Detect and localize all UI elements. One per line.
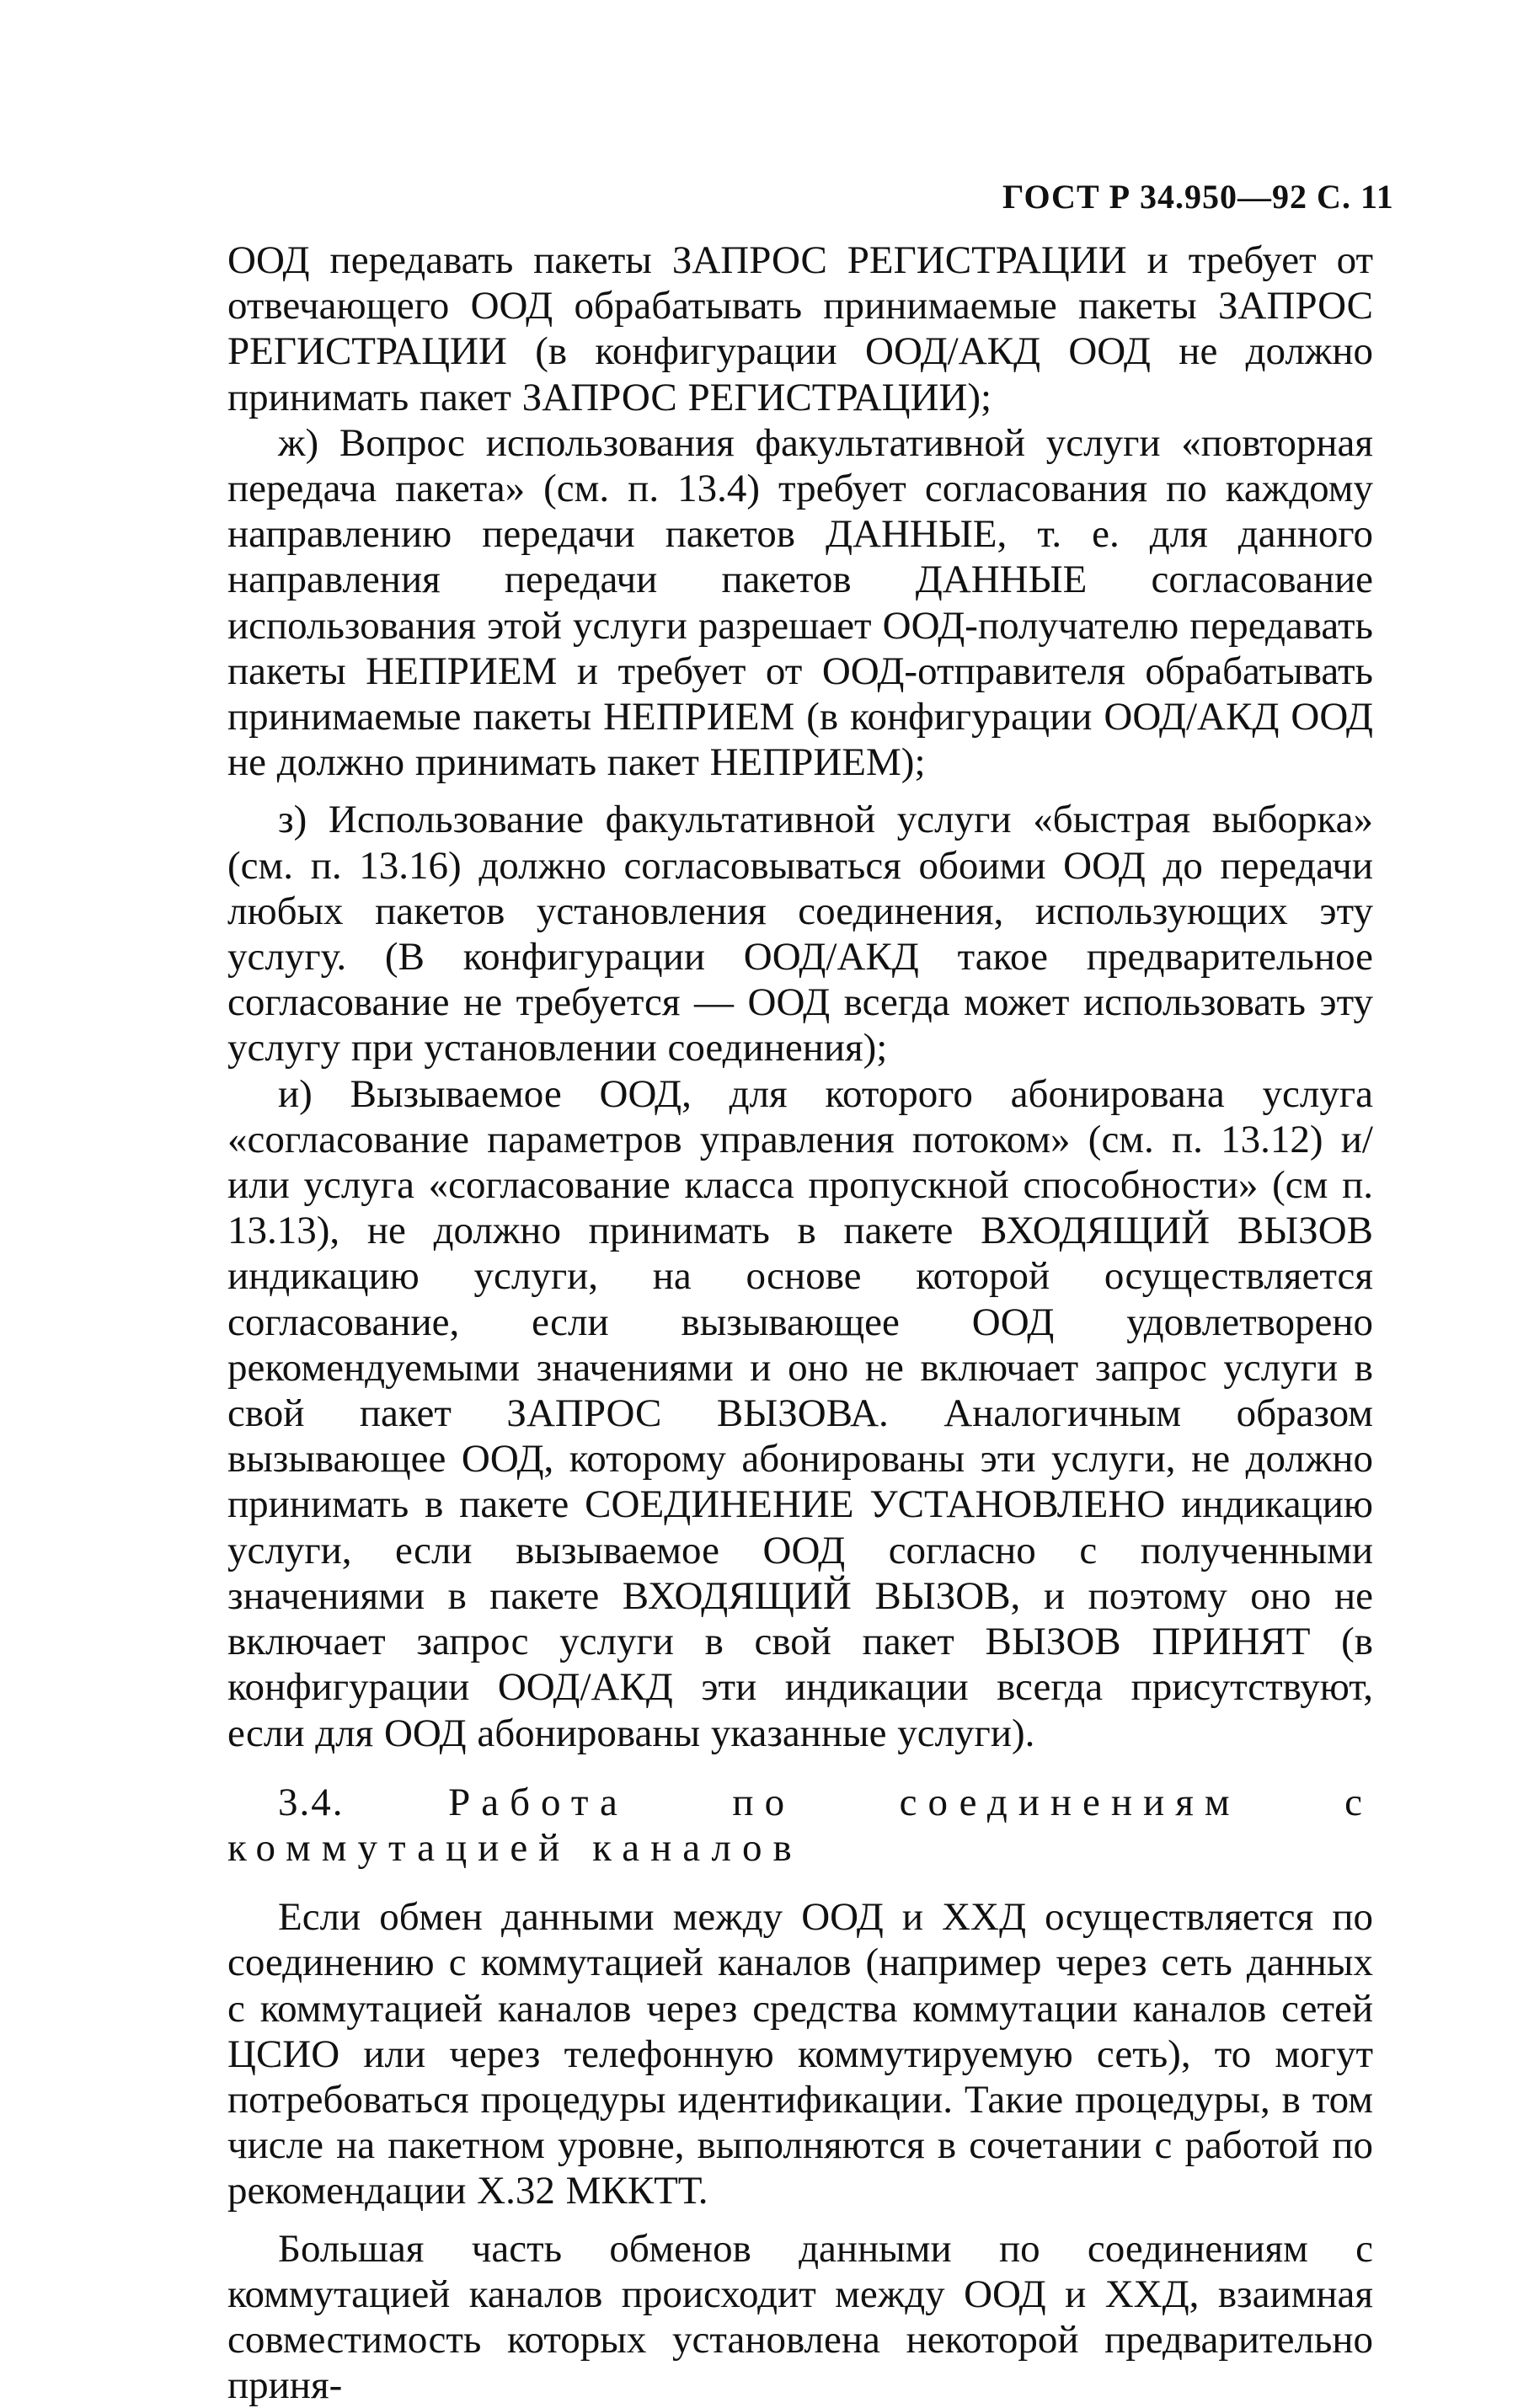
paragraph-item-z: з) Использование факультативной услуги «быстрая выборка» (см. п. 13.16) должно согласовываться обоими ООД до передачи любых пакетов установления соединения, использующих эту услугу. (В конфигурации ООД/АКД такое предварительное согласование не требуется — ООД всегда может использовать эту услугу при установлении соединения); — [227, 798, 1373, 1071]
section-heading — [227, 1780, 1373, 1871]
body-text — [227, 238, 1373, 2408]
paragraph-item-zh: ж) Вопрос использования факультативной услуги «повторная передача пакета» (см. п. 13.4) требует согласования по каждому направлению передачи пакетов ДАННЫЕ, т. е. для данного направления передачи пакетов ДАННЫЕ согласование использования этой услуги разрешает ООД-получателю передавать пакеты НЕПРИЕМ и требует от ООД-отправителя обрабатывать принимаемые пакеты НЕПРИЕМ (в конфигурации ООД/АКД ООД не должно принимать пакет НЕПРИЕМ); — [227, 420, 1373, 785]
section-number: 3.4. — [278, 1780, 345, 1824]
section-title: Работа по соединениям с коммутацией каналов — [227, 1780, 1374, 1870]
paragraph-continuation: ООД передавать пакеты ЗАПРОС РЕГИСТРАЦИИ и требует от отвечающего ООД обрабатывать принимаемые пакеты ЗАПРОС РЕГИСТРАЦИИ (в конфигурации ООД/АКД ООД не должно принимать пакет ЗАПРОС РЕГИСТРАЦИИ); — [227, 238, 1373, 419]
paragraph-item-i: и) Вызываемое ООД, для которого абонирована услуга «согласование параметров управления потоком» (см. п. 13.12) и/или услуга «согласование класса пропускной способности» (см п. 13.13), не должно принимать в пакете ВХОДЯЩИЙ ВЫЗОВ индикацию услуги, на основе которой осуществляется согласование, если вызывающее ООД удовлетворено рекомендуемыми значениями и оно не включает запрос услуги в свой пакет ЗАПРОС ВЫЗОВА. Аналогичным образом вызывающее ООД, которому абонированы эти услуги, не должно принимать в пакете СОЕДИНЕНИЕ УСТАНОВЛЕНО индикацию услуги, если вызываемое ООД согласно с полученными значениями в пакете ВХОДЯЩИЙ ВЫЗОВ, и поэтому оно не включает запрос услуги в свой пакет ВЫЗОВ ПРИНЯТ (в конфигурации ООД/АКД эти индикации всегда присутствуют, если для ООД абонированы указанные услуги). — [227, 1071, 1373, 1755]
running-header: ГОСТ Р 34.950—92 С. 11 — [1002, 178, 1394, 216]
paragraph-section-continued: Большая часть обменов данными по соединениям с коммутацией каналов происходит между ООД и ХХД, взаимная совместимость которых установлена некоторой предварительно приня- — [227, 2226, 1373, 2408]
paragraph-section-intro: Если обмен данными между ООД и ХХД осуществляется по соединению с коммутацией каналов (например через сеть данных с коммутацией каналов через средства коммутации каналов сетей ЦСИО или через телефонную коммутируемую сеть), то могут потребоваться процедуры идентификации. Такие процедуры, в том числе на пакетном уровне, выполняются в сочетании с работой по рекомендации X.32 МККТТ. — [227, 1895, 1373, 2213]
